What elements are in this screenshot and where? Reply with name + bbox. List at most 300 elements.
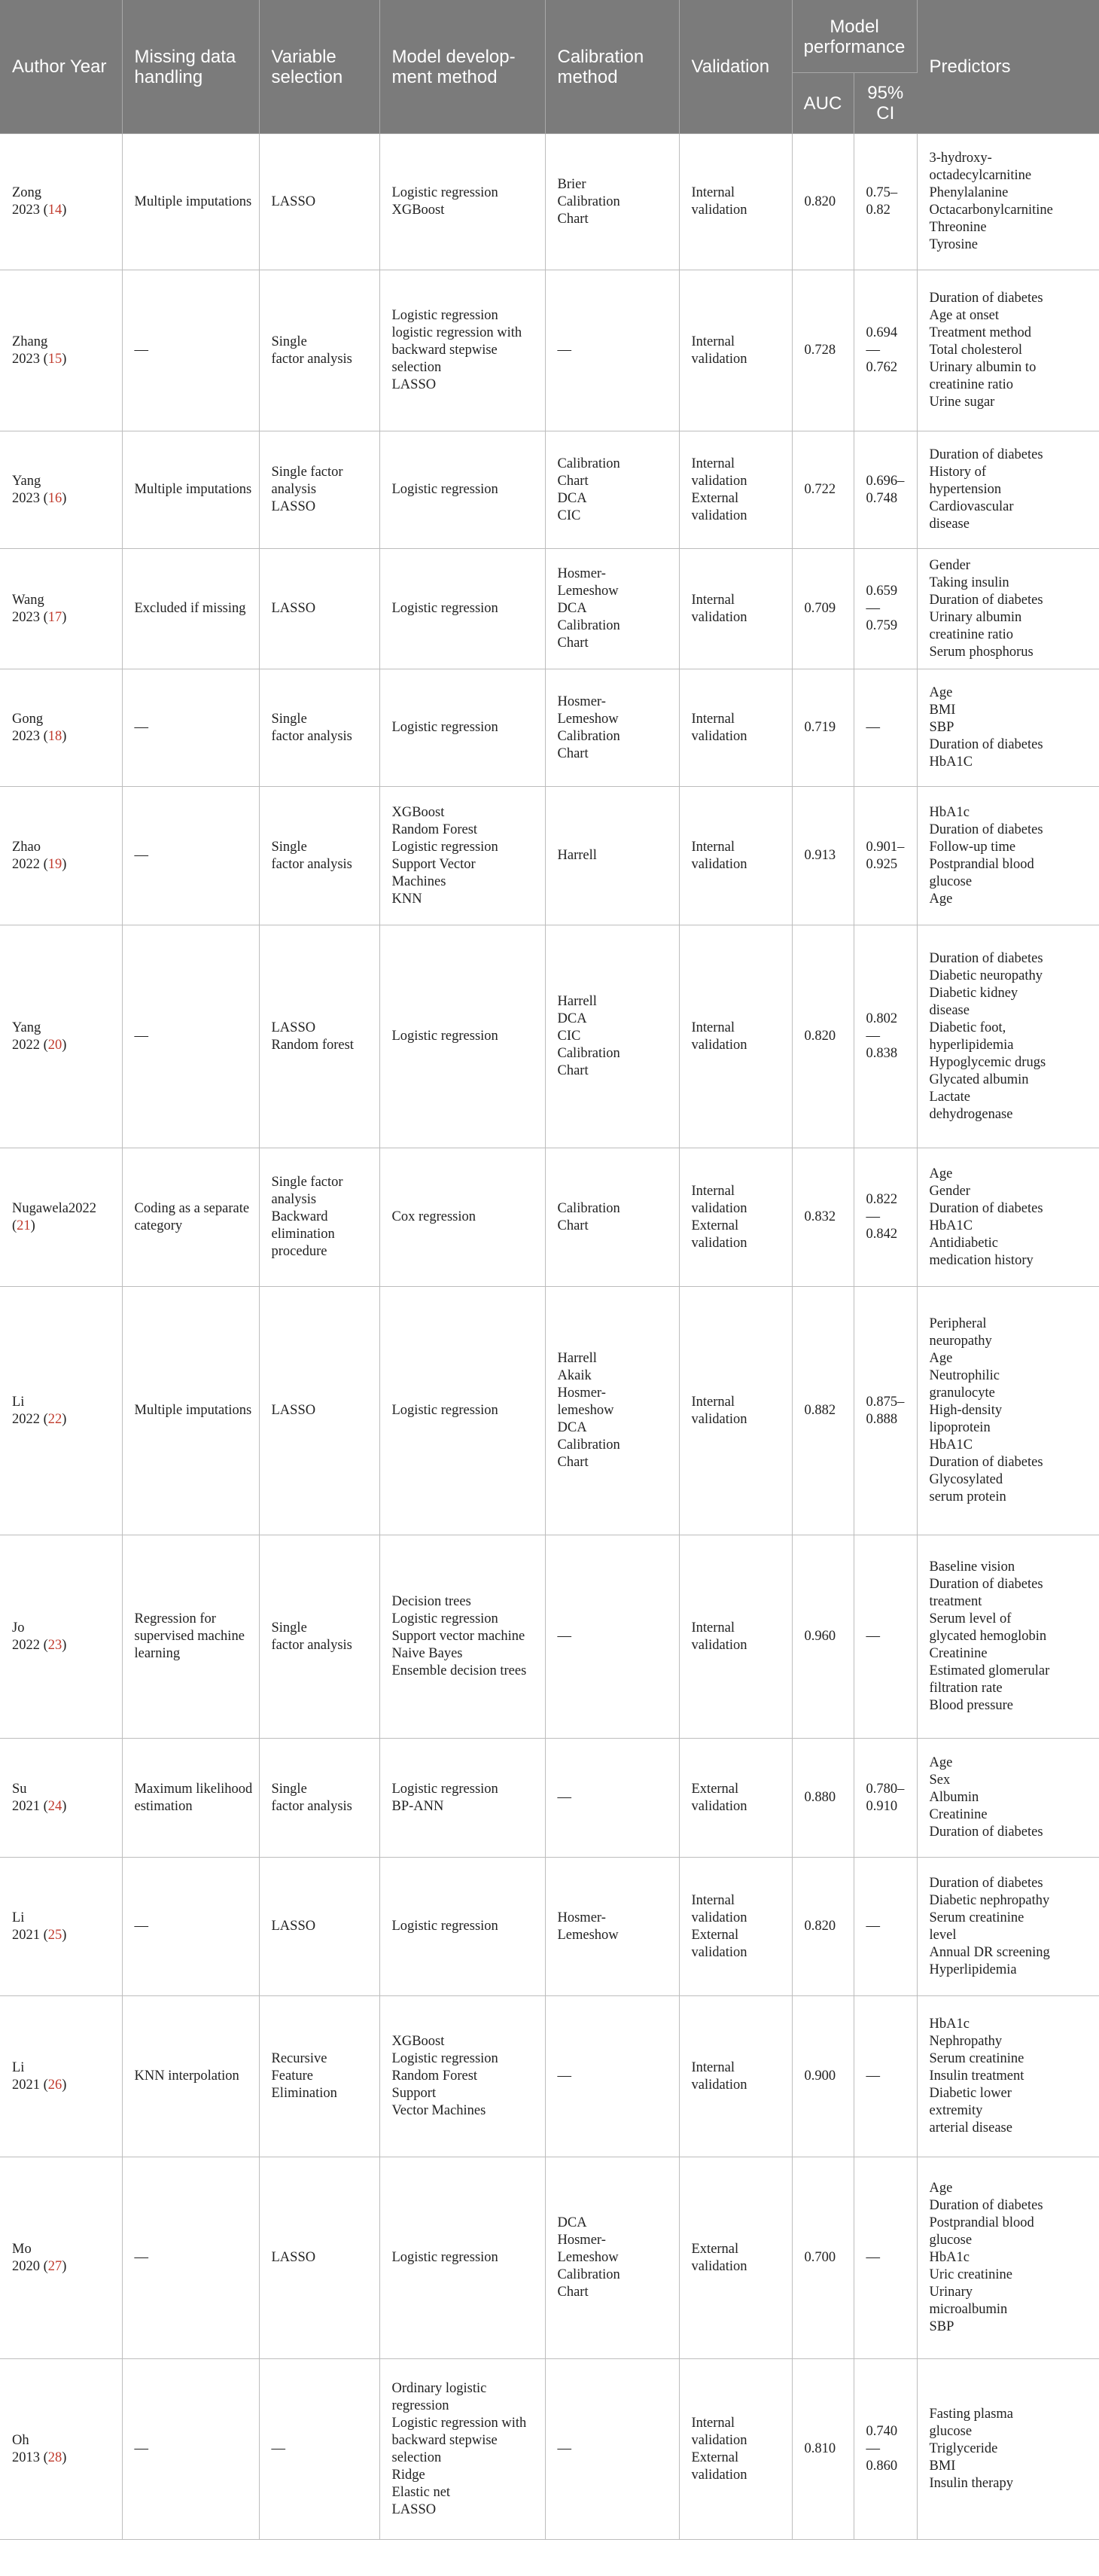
cell-auc: 0.913 <box>792 787 854 925</box>
cell-predictors-line: Duration of diabetes <box>929 1875 1043 1891</box>
cell-predictors-line: hyperlipidemia <box>929 1037 1014 1053</box>
year: 2023 <box>12 728 40 744</box>
cell-author-year: Li 2022 (22) <box>0 1287 122 1535</box>
cell-variable-selection-line: analysis <box>271 482 317 497</box>
cell-ci: 0.875–0.888 <box>854 1287 917 1535</box>
cell-author-year: Mo 2020 (27) <box>0 2157 122 2359</box>
cell-validation-line: External validation <box>691 1781 747 1814</box>
cell-author-year: Li 2021 (26) <box>0 1996 122 2157</box>
citation-ref: 28 <box>47 2449 62 2465</box>
cell-calibration <box>545 1858 679 1996</box>
cell-calibration-line: DCA <box>557 2215 587 2230</box>
cell-model-method-line: selection <box>391 2449 442 2465</box>
cell-ci: — <box>854 1858 917 1996</box>
cell-variable-selection-line: Single <box>271 1781 307 1797</box>
cell-predictors-line: Gender <box>929 1183 970 1199</box>
cell-model-method <box>379 270 545 431</box>
cell-calibration-line: Calibration <box>557 728 620 744</box>
cell-predictors-line: Age <box>929 685 953 700</box>
cell-predictors-line: Cardiovascular <box>929 499 1014 514</box>
citation-ref: 20 <box>47 1037 62 1053</box>
cell-predictors-line: Duration of diabetes <box>929 2198 1043 2213</box>
cell-model-method-line: Support vector machine <box>391 1629 525 1644</box>
cell-calibration <box>545 787 679 925</box>
table-row <box>0 1858 1099 1996</box>
cell-model-method-line: backward stepwise <box>391 2432 498 2448</box>
cell-author-year: Yang 2022 (20) <box>0 925 122 1148</box>
cell-predictors-line: Taking insulin <box>929 575 1009 590</box>
cell-model-method <box>379 549 545 669</box>
cell-validation-line: Internal validation <box>691 839 747 872</box>
author-name: Jo <box>12 1620 25 1636</box>
table-header <box>0 0 1099 134</box>
year: 2021 <box>12 1798 40 1814</box>
cell-author-year: Yang 2023 (16) <box>0 431 122 549</box>
year: 2023 <box>12 490 40 506</box>
cell-predictors-line: Serum level of <box>929 1611 1012 1626</box>
cell-predictors <box>917 1287 1099 1535</box>
cell-model-method <box>379 2359 545 2540</box>
cell-predictors-line: Phenylalanine <box>929 185 1009 200</box>
cell-auc: 0.880 <box>792 1739 854 1858</box>
cell-calibration <box>545 1996 679 2157</box>
cell-variable-selection-line: analysis <box>271 1192 317 1207</box>
cell-predictors-line: Diabetic nephropathy <box>929 1892 1050 1908</box>
year: 2023 <box>12 351 40 367</box>
cell-missing-data: Multiple imputations <box>122 1287 259 1535</box>
cell-validation <box>679 549 792 669</box>
table-row <box>0 1148 1099 1287</box>
cell-model-method-line: Logistic regression <box>391 482 498 497</box>
citation-ref: 19 <box>47 856 62 872</box>
cell-predictors-line: Sex <box>929 1773 951 1788</box>
cell-missing-data: Multiple imputations <box>122 431 259 549</box>
citation-ref: 23 <box>47 1637 62 1653</box>
cell-variable-selection-line: Recursive <box>271 2051 327 2066</box>
cell-predictors <box>917 2359 1099 2540</box>
cell-validation <box>679 134 792 270</box>
cell-model-method-line: Logistic regression <box>391 1781 498 1797</box>
cell-predictors-line: Duration of diabetes <box>929 737 1043 752</box>
cell-model-method-line: Vector Machines <box>391 2103 486 2118</box>
cell-model-method <box>379 669 545 787</box>
cell-calibration-line: Hosmer- <box>557 694 606 709</box>
cell-predictors-line: Treatment method <box>929 325 1031 340</box>
cell-predictors <box>917 787 1099 925</box>
cell-model-method-line: Logistic regression <box>391 1029 498 1044</box>
cell-auc: 0.960 <box>792 1535 854 1739</box>
cell-auc: 0.820 <box>792 925 854 1148</box>
cell-predictors-line: Neutrophilic <box>929 1368 1000 1383</box>
cell-validation-line: Internal validation <box>691 711 747 744</box>
cell-predictors-line: extremity <box>929 2103 983 2118</box>
cell-variable-selection-line: Single <box>271 1620 307 1636</box>
cell-predictors-line: Urine sugar <box>929 395 995 410</box>
year: 2022 <box>12 1411 40 1427</box>
cell-calibration-line: Lemeshow <box>557 584 619 599</box>
cell-model-method-line: Machines <box>391 873 446 889</box>
cell-missing-data: — <box>122 787 259 925</box>
cell-model-method-line: Decision trees <box>391 1594 471 1609</box>
cell-model-method-line: XGBoost <box>391 2034 445 2049</box>
cell-predictors-line: Diabetic neuropathy <box>929 968 1043 983</box>
cell-variable-selection-line: Feature <box>271 2068 313 2084</box>
header-variable-selection: Variable selection <box>259 0 379 134</box>
cell-validation <box>679 1996 792 2157</box>
cell-calibration <box>545 431 679 549</box>
cell-model-method <box>379 1287 545 1535</box>
cell-calibration-line: Harrell <box>557 848 597 863</box>
cell-missing-data: — <box>122 669 259 787</box>
cell-predictors-line: Duration of diabetes <box>929 592 1043 608</box>
cell-predictors-line: lipoprotein <box>929 1420 991 1435</box>
cell-predictors-line: creatinine ratio <box>929 626 1013 642</box>
cell-predictors-line: HbA1C <box>929 1218 973 1233</box>
cell-variable-selection-line: factor analysis <box>271 856 352 872</box>
cell-variable-selection <box>259 1739 379 1858</box>
cell-predictors-line: HbA1c <box>929 2017 970 2032</box>
cell-variable-selection <box>259 270 379 431</box>
cell-predictors-line: creatinine ratio <box>929 377 1013 392</box>
cell-predictors-line: glycated hemoglobin <box>929 1629 1047 1644</box>
table-row <box>0 549 1099 669</box>
year: 2022 <box>12 856 40 872</box>
cell-predictors-line: Uric creatinine <box>929 2267 1012 2282</box>
cell-calibration-line: CIC <box>557 1029 581 1044</box>
cell-model-method-line: regression <box>391 2398 449 2413</box>
author-name: Li <box>12 1394 25 1410</box>
author-name: Gong <box>12 711 44 727</box>
cell-validation-line: External validation <box>691 490 747 523</box>
cell-calibration <box>545 2359 679 2540</box>
cell-predictors-line: Duration of diabetes <box>929 291 1043 306</box>
cell-predictors <box>917 1535 1099 1739</box>
cell-calibration-line: — <box>557 1790 571 1805</box>
cell-predictors-line: glucose <box>929 2233 973 2248</box>
cell-validation <box>679 925 792 1148</box>
citation-ref: 27 <box>47 2258 62 2274</box>
cell-predictors <box>917 134 1099 270</box>
cell-predictors-line: Blood pressure <box>929 1698 1014 1713</box>
cell-model-method-line: Support <box>391 2086 437 2101</box>
cell-calibration <box>545 1739 679 1858</box>
cell-predictors-line: Duration of diabetes <box>929 1200 1043 1216</box>
cell-validation <box>679 1287 792 1535</box>
cell-calibration-line: — <box>557 2441 571 2456</box>
cell-predictors-line: Age <box>929 2181 953 2196</box>
cell-validation <box>679 270 792 431</box>
cell-validation <box>679 2157 792 2359</box>
cell-calibration-line: Calibration <box>557 618 620 633</box>
cell-predictors-line: Total cholesterol <box>929 343 1023 358</box>
cell-missing-data: KNN interpolation <box>122 1996 259 2157</box>
cell-predictors-line: Duration of diabetes <box>929 950 1043 966</box>
cell-predictors-line: High-density <box>929 1403 1003 1418</box>
header-model-development: Model develop-ment method <box>379 0 545 134</box>
cell-auc: 0.900 <box>792 1996 854 2157</box>
cell-predictors-line: Threonine <box>929 220 987 235</box>
cell-variable-selection <box>259 2359 379 2540</box>
cell-variable-selection-line: LASSO <box>271 194 316 209</box>
cell-predictors-line: HbA1C <box>929 755 973 770</box>
table-body <box>0 134 1099 2540</box>
cell-model-method-line: Random Forest <box>391 2068 478 2084</box>
year: 2023 <box>12 203 40 218</box>
cell-variable-selection-line: elimination <box>271 1227 335 1242</box>
cell-calibration-line: lemeshow <box>557 1403 614 1418</box>
citation-ref: 21 <box>17 1218 31 1233</box>
cell-predictors-line: Age at onset <box>929 308 999 323</box>
cell-variable-selection-line: Random forest <box>271 1037 354 1053</box>
cell-calibration <box>545 1148 679 1287</box>
citation-ref: 26 <box>47 2077 62 2093</box>
header-missing-data: Missing data handling <box>122 0 259 134</box>
cell-validation-line: Internal validation <box>691 592 747 625</box>
author-name: Oh <box>12 2432 29 2448</box>
header-calibration: Calibration method <box>545 0 679 134</box>
cell-model-method-line: Ridge <box>391 2467 425 2483</box>
cell-model-method-line: XGBoost <box>391 203 445 218</box>
cell-calibration-line: Lemeshow <box>557 1927 619 1943</box>
cell-author-year: Li 2021 (25) <box>0 1858 122 1996</box>
table-row <box>0 1996 1099 2157</box>
header-validation: Validation <box>679 0 792 134</box>
cell-predictors <box>917 431 1099 549</box>
year: 2022 <box>12 1037 40 1053</box>
cell-author-year: Gong 2023 (18) <box>0 669 122 787</box>
cell-model-method-line: Logistic regression <box>391 1403 498 1418</box>
author-name: Zhang <box>12 334 48 349</box>
year: 2020 <box>12 2258 40 2274</box>
cell-model-method-line: Random Forest <box>391 822 478 837</box>
cell-missing-data: Excluded if missing <box>122 549 259 669</box>
cell-missing-data: Multiple imputations <box>122 134 259 270</box>
year: 2013 <box>12 2449 40 2465</box>
cell-model-method-line: Logistic regression <box>391 601 498 616</box>
table-row <box>0 270 1099 431</box>
cell-calibration-line: Brier <box>557 176 586 192</box>
cell-model-method-line: Logistic regression <box>391 720 498 735</box>
cell-validation-line: Internal validation <box>691 334 747 367</box>
cell-calibration-line: Akaik <box>557 1368 592 1383</box>
cell-model-method <box>379 1148 545 1287</box>
cell-predictors-line: 3-hydroxy- <box>929 151 992 166</box>
cell-predictors-line: History of <box>929 465 987 480</box>
cell-predictors <box>917 669 1099 787</box>
table-row <box>0 1535 1099 1739</box>
cell-predictors-line: Urinary <box>929 2285 973 2300</box>
cell-model-method-line: LASSO <box>391 377 437 392</box>
cell-auc: 0.810 <box>792 2359 854 2540</box>
cell-auc: 0.820 <box>792 134 854 270</box>
cell-variable-selection-line: Single factor <box>271 1175 343 1190</box>
cell-predictors-line: Lactate <box>929 1089 970 1105</box>
cell-validation <box>679 1739 792 1858</box>
cell-predictors <box>917 549 1099 669</box>
cell-variable-selection-line: factor analysis <box>271 351 352 367</box>
cell-author-year: Zhang 2023 (15) <box>0 270 122 431</box>
cell-auc: 0.882 <box>792 1287 854 1535</box>
cell-predictors-line: Baseline vision <box>929 1559 1015 1575</box>
cell-calibration-line: Chart <box>557 745 589 761</box>
cell-model-method-line: LASSO <box>391 2501 437 2517</box>
cell-variable-selection <box>259 1287 379 1535</box>
cell-model-method-line: Logistic regression <box>391 308 498 323</box>
cell-variable-selection-line: factor analysis <box>271 728 352 744</box>
cell-validation <box>679 669 792 787</box>
cell-predictors-line: Age <box>929 891 953 907</box>
cell-predictors-line: Hyperlipidemia <box>929 1962 1017 1977</box>
cell-predictors-line: Duration of diabetes <box>929 822 1043 837</box>
cell-model-method-line: KNN <box>391 891 422 907</box>
year: 2023 <box>12 609 40 625</box>
citation-ref: 15 <box>47 351 62 367</box>
cell-predictors-line: BMI <box>929 2459 956 2474</box>
cell-variable-selection-line: LASSO <box>271 601 316 616</box>
author-name: Wang <box>12 592 44 608</box>
cell-variable-selection-line: factor analysis <box>271 1798 352 1814</box>
cell-predictors-line: Estimated glomerular <box>929 1663 1050 1678</box>
cell-calibration-line: DCA <box>557 1420 587 1435</box>
author-name: Zhao <box>12 839 41 855</box>
cell-validation-line: Internal validation <box>691 1183 747 1216</box>
cell-model-method-line: Cox regression <box>391 1209 476 1224</box>
cell-model-method-line: backward stepwise <box>391 343 498 358</box>
cell-ci: 0.780–0.910 <box>854 1739 917 1858</box>
citation-ref: 25 <box>47 1927 62 1943</box>
cell-variable-selection-line: Single factor <box>271 465 343 480</box>
cell-predictors-line: octadecylcarnitine <box>929 168 1032 183</box>
cell-validation <box>679 1148 792 1287</box>
cell-calibration-line: Chart <box>557 211 589 227</box>
cell-calibration-line: Calibration <box>557 1200 620 1216</box>
cell-model-method-line: Ordinary logistic <box>391 2380 487 2396</box>
cell-variable-selection-line: LASSO <box>271 2250 316 2265</box>
cell-predictors-line: glucose <box>929 2424 973 2439</box>
cell-predictors-line: SBP <box>929 2319 954 2334</box>
cell-predictors-line: granulocyte <box>929 1386 995 1401</box>
table-row <box>0 134 1099 270</box>
cell-auc: 0.719 <box>792 669 854 787</box>
cell-predictors-line: Urinary albumin <box>929 609 1022 625</box>
cell-predictors <box>917 1739 1099 1858</box>
cell-ci: 0.659—0.759 <box>854 549 917 669</box>
cell-variable-selection-line: LASSO <box>271 499 316 514</box>
cell-missing-data: — <box>122 2359 259 2540</box>
cell-validation <box>679 2359 792 2540</box>
cell-calibration-line: — <box>557 343 571 358</box>
cell-variable-selection-line: LASSO <box>271 1020 316 1035</box>
table-row <box>0 2359 1099 2540</box>
cell-ci: 0.822—0.842 <box>854 1148 917 1287</box>
cell-predictors-line: Creatinine <box>929 1807 988 1822</box>
cell-auc: 0.832 <box>792 1148 854 1287</box>
cell-variable-selection <box>259 1535 379 1739</box>
cell-variable-selection-line: Elimination <box>271 2086 337 2101</box>
cell-calibration <box>545 270 679 431</box>
cell-predictors-line: Serum creatinine <box>929 2051 1024 2066</box>
cell-variable-selection-line: Backward <box>271 1209 328 1224</box>
cell-ci: — <box>854 1535 917 1739</box>
author-name: Zong <box>12 185 42 200</box>
cell-calibration-line: Calibration <box>557 2267 620 2282</box>
table-row <box>0 2157 1099 2359</box>
header-author-year: Author Year <box>0 0 122 134</box>
cell-calibration <box>545 925 679 1148</box>
cell-calibration-line: — <box>557 1629 571 1644</box>
cell-predictors-line: Insulin therapy <box>929 2476 1014 2491</box>
cell-predictors-line: Diabetic foot, <box>929 1020 1006 1035</box>
cell-validation-line: Internal validation <box>691 1892 747 1925</box>
cell-validation <box>679 1858 792 1996</box>
cell-variable-selection-line: — <box>271 2441 285 2456</box>
cell-calibration <box>545 1535 679 1739</box>
cell-model-method <box>379 787 545 925</box>
author-name: Li <box>12 1910 25 1925</box>
cell-validation-line: Internal validation <box>691 2415 747 2448</box>
cell-predictors <box>917 2157 1099 2359</box>
cell-predictors-line: HbA1C <box>929 1437 973 1453</box>
cell-validation <box>679 787 792 925</box>
cell-predictors-line: serum protein <box>929 1489 1006 1504</box>
cell-predictors-line: HbA1c <box>929 804 970 820</box>
cell-ci: 0.802—0.838 <box>854 925 917 1148</box>
cell-model-method-line: BP-ANN <box>391 1798 444 1814</box>
cell-model-method <box>379 1858 545 1996</box>
cell-model-method <box>379 1996 545 2157</box>
citation-ref: 14 <box>47 203 62 218</box>
citation-ref: 22 <box>47 1411 62 1427</box>
cell-variable-selection <box>259 787 379 925</box>
cell-predictors-line: level <box>929 1927 957 1943</box>
cell-calibration-line: DCA <box>557 1011 587 1026</box>
cell-author-year: Oh 2013 (28) <box>0 2359 122 2540</box>
table-row <box>0 669 1099 787</box>
cell-predictors-line: Age <box>929 1351 953 1366</box>
author-name: Li <box>12 2059 25 2075</box>
cell-missing-data: — <box>122 1858 259 1996</box>
citation-ref: 17 <box>47 609 62 625</box>
author-name: Su <box>12 1781 27 1797</box>
cell-model-method <box>379 431 545 549</box>
citation-ref: 16 <box>47 490 62 506</box>
cell-predictors-line: arterial disease <box>929 2120 1012 2135</box>
header-predictors: Predictors <box>917 0 1099 134</box>
cell-predictors-line: hypertension <box>929 482 1002 497</box>
cell-calibration-line: Calibration <box>557 456 620 471</box>
cell-missing-data: — <box>122 270 259 431</box>
cell-predictors <box>917 1858 1099 1996</box>
cell-predictors-line: Triglyceride <box>929 2441 998 2456</box>
cell-predictors-line: Octacarbonylcarnitine <box>929 203 1053 218</box>
cell-model-method-line: selection <box>391 360 442 375</box>
cell-validation-line: Internal validation <box>691 1620 747 1653</box>
cell-auc: 0.700 <box>792 2157 854 2359</box>
table-row <box>0 925 1099 1148</box>
cell-predictors-line: Postprandial blood <box>929 2215 1034 2230</box>
cell-calibration-line: DCA <box>557 490 587 506</box>
cell-model-method-line: Logistic regression <box>391 2250 498 2265</box>
cell-calibration-line: — <box>557 2068 571 2084</box>
cell-validation-line: Internal validation <box>691 456 747 489</box>
cell-variable-selection-line: Single <box>271 334 307 349</box>
cell-auc: 0.709 <box>792 549 854 669</box>
cell-predictors-line: Serum creatinine <box>929 1910 1024 1925</box>
cell-missing-data: Maximum likelihood estimation <box>122 1739 259 1858</box>
cell-model-method-line: Logistic regression <box>391 1611 498 1626</box>
cell-author-year: Wang 2023 (17) <box>0 549 122 669</box>
citation-ref: 24 <box>47 1798 62 1814</box>
